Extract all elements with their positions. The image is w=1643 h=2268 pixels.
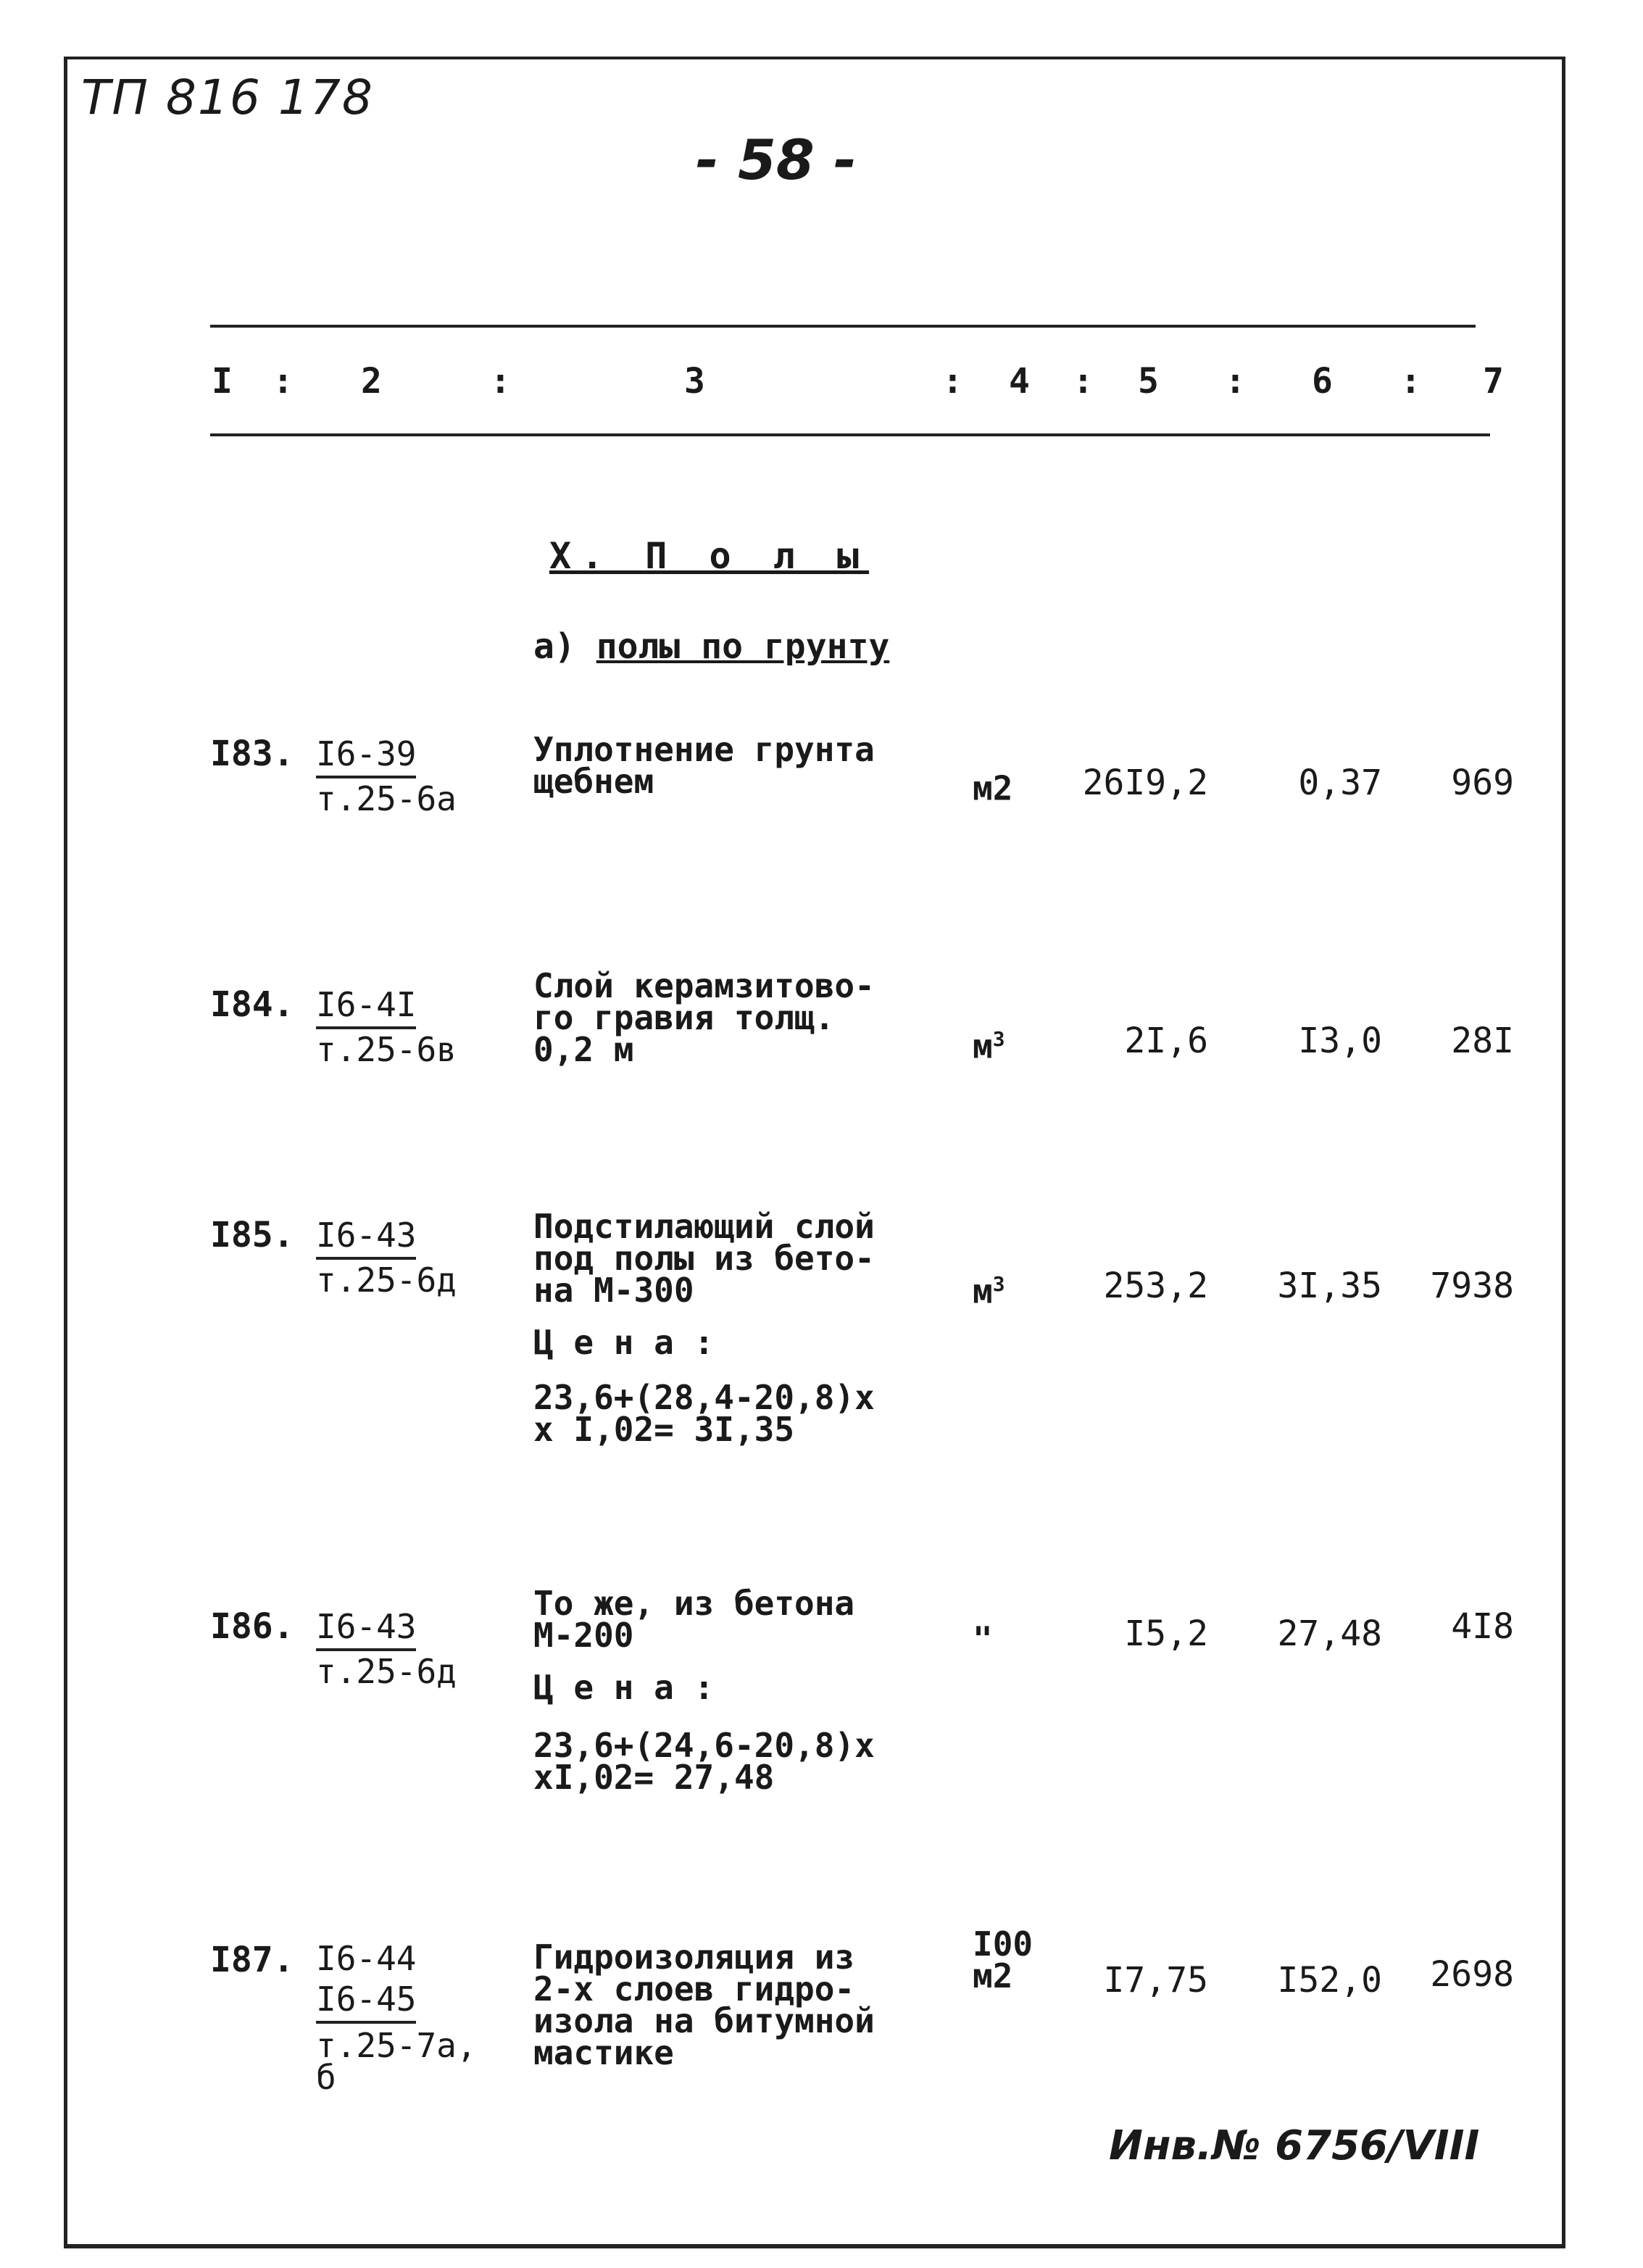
column-header-5: 5 (1138, 361, 1159, 402)
subsection-title (533, 626, 889, 667)
row-price: 0,37 (1298, 763, 1382, 803)
row-quantity: 2I,6 (1124, 1021, 1208, 1061)
column-separator: : (1400, 361, 1421, 402)
row-description: Уплотнение грунта щебнем (533, 730, 875, 801)
row-unit (973, 765, 1013, 808)
table-ref: т.25-6д (316, 1652, 457, 1691)
row-code (316, 984, 457, 1070)
row-code (316, 1606, 457, 1692)
row-unit: I00 м2 (973, 1924, 1033, 1995)
column-separator: : (942, 361, 963, 402)
column-separator: : (273, 361, 294, 402)
column-separator: : (1073, 361, 1094, 402)
price-calculation: 23,6+(24,6-20,8)х хI,02= 27,48 (533, 1726, 875, 1797)
row-price: 3I,35 (1277, 1266, 1382, 1306)
document-code: ТП 816 178 (81, 70, 374, 125)
row-total: 2698 (1430, 1954, 1514, 1995)
unit-superscript: 3 (992, 1272, 1005, 1296)
code-line: I6-39 (316, 734, 416, 778)
code-line: I6-44 (316, 1939, 417, 1978)
row-total: 969 (1451, 763, 1514, 803)
table-ref: т.25-6а (316, 779, 457, 818)
row-description: То же, из бетона М-200 (533, 1584, 855, 1655)
row-quantity: I7,75 (1103, 1960, 1208, 2001)
row-quantity: 26I9,2 (1082, 763, 1208, 803)
price-label: Ц е н а : (533, 1323, 715, 1362)
code-line: I6-43 (316, 1215, 416, 1260)
inventory-number: Инв.№ 6756/VIII (1109, 2122, 1480, 2169)
column-header-7: 7 (1483, 361, 1504, 402)
table-ref: т.25-6д (316, 1260, 457, 1300)
column-header-4: 4 (1009, 361, 1030, 402)
row-total: 7938 (1430, 1266, 1514, 1306)
column-separator: : (490, 361, 511, 402)
column-separator: : (1225, 361, 1246, 402)
code-line: I6-43 (316, 1606, 416, 1651)
unit-text: м2 (973, 768, 1013, 808)
price-calculation: 23,6+(28,4-20,8)х х I,02= 3I,35 (533, 1378, 875, 1449)
code-line: I6-45 (316, 1979, 416, 2024)
row-code (316, 1938, 477, 2098)
row-description: Гидроизоляция из 2-х слоев гидро- изола на битумной мастике (533, 1937, 875, 2072)
unit-text: м (973, 1026, 993, 1066)
header-bottom-rule (210, 433, 1490, 436)
row-total: 4I8 (1451, 1606, 1514, 1647)
price-label: Ц е н а : (533, 1668, 715, 1707)
unit-superscript: 3 (992, 1027, 1005, 1051)
row-number: I84. (210, 984, 294, 1025)
row-number: I87. (210, 1940, 294, 1980)
row-number: I86. (210, 1606, 294, 1647)
unit-text: м (973, 1271, 993, 1311)
unit-text: " (973, 1619, 993, 1659)
row-total: 28I (1451, 1021, 1514, 1061)
row-code (316, 1215, 457, 1300)
row-unit (973, 1023, 1005, 1066)
code-line: I6-4I (316, 984, 416, 1029)
row-unit (973, 1616, 993, 1659)
row-description: Слой керамзитово- го гравия толщ. 0,2 м (533, 966, 875, 1069)
page-number: - 58 - (696, 128, 857, 192)
row-price: 27,48 (1277, 1613, 1382, 1654)
subsection-label: полы по грунту (596, 626, 890, 667)
header-top-rule (210, 325, 1476, 328)
row-number: I85. (210, 1215, 294, 1255)
column-header-3: 3 (684, 361, 705, 402)
subsection-prefix: а) (533, 626, 575, 667)
row-number: I83. (210, 734, 294, 774)
table-ref: т.25-7а, б (316, 2026, 477, 2097)
column-header-1: I (212, 361, 233, 402)
row-quantity: 253,2 (1103, 1266, 1208, 1306)
row-code (316, 734, 457, 819)
row-unit (973, 1268, 1005, 1311)
row-quantity: I5,2 (1124, 1613, 1208, 1654)
column-header-6: 6 (1312, 361, 1333, 402)
column-header-2: 2 (361, 361, 382, 402)
row-price: I3,0 (1298, 1021, 1382, 1061)
row-description: Подстилающий слой под полы из бето- на М-300 (533, 1207, 875, 1310)
row-price: I52,0 (1277, 1960, 1382, 2001)
section-title: X. П о л ы (549, 535, 870, 577)
table-ref: т.25-6в (316, 1030, 457, 1069)
